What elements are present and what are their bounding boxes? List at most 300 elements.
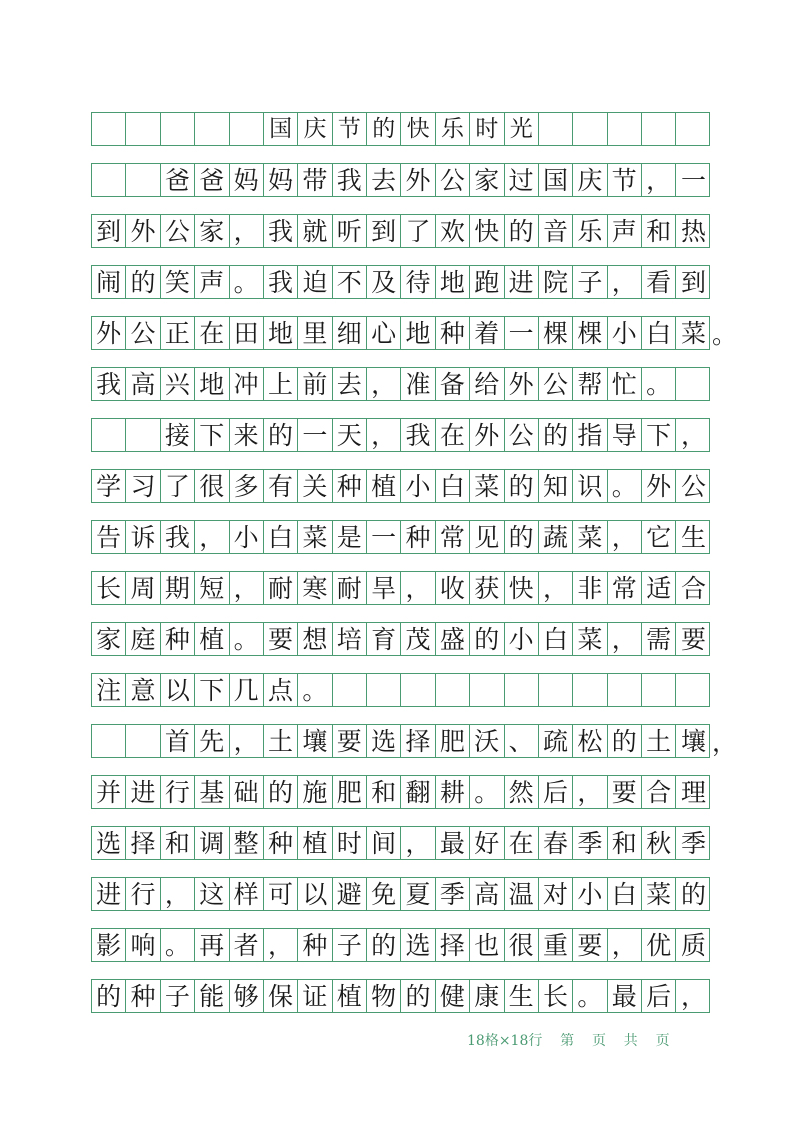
essay-char: 理 [681, 777, 707, 807]
grid-row [91, 775, 710, 809]
essay-char: 下 [642, 419, 676, 451]
essay-char: 时 [333, 827, 367, 859]
essay-char: 最 [436, 827, 470, 859]
grid-row [91, 469, 710, 503]
essay-char: 着 [470, 317, 504, 349]
essay-char: ， [681, 981, 707, 1011]
essay-char: 菜 [470, 470, 504, 502]
essay-char: 公 [161, 215, 195, 247]
essay-char: ， [608, 623, 642, 655]
essay-char: 了 [161, 470, 195, 502]
grid-row [91, 520, 710, 554]
essay-char: ， [608, 521, 642, 553]
essay-char: 识 [573, 470, 607, 502]
essay-char: 前 [298, 368, 332, 400]
essay-char: 。 [642, 368, 676, 400]
essay-char: 秋 [642, 827, 676, 859]
essay-char: 及 [367, 266, 401, 298]
essay-char: 对 [539, 878, 573, 910]
essay-char: 声 [608, 215, 642, 247]
grid-row [91, 265, 710, 299]
essay-char: 后 [642, 980, 676, 1012]
essay-char: 避 [333, 878, 367, 910]
essay-char: 行 [126, 878, 160, 910]
essay-char: 看 [642, 266, 676, 298]
grid-cell [539, 113, 573, 145]
essay-char: 白 [608, 878, 642, 910]
essay-char: 长 [539, 980, 573, 1012]
essay-char: 家 [470, 164, 504, 196]
essay-char: 有 [264, 470, 298, 502]
essay-char: 种 [401, 521, 435, 553]
grid-cell [367, 674, 401, 706]
grid-row [91, 673, 710, 707]
essay-char: 公 [505, 419, 539, 451]
essay-char: 以 [161, 674, 195, 706]
grid-cell [676, 368, 710, 400]
essay-char: 一 [681, 165, 707, 195]
essay-char: 土 [264, 725, 298, 757]
essay-char: 和 [608, 827, 642, 859]
essay-char: 的 [505, 215, 539, 247]
essay-char: ， [367, 419, 401, 451]
essay-char: 耐 [333, 572, 367, 604]
essay-char: ， [401, 572, 435, 604]
essay-char: 院 [539, 266, 573, 298]
essay-char: 选 [401, 929, 435, 961]
essay-char: 小 [230, 521, 264, 553]
essay-char: 给 [470, 368, 504, 400]
grid-cell [126, 113, 160, 145]
grid-row [91, 163, 710, 197]
title-char: 时 [470, 113, 504, 145]
essay-char: 施 [298, 776, 332, 808]
essay-char: 外 [470, 419, 504, 451]
grid-row [91, 571, 710, 605]
essay-char: 耐 [264, 572, 298, 604]
essay-char: 白 [436, 470, 470, 502]
essay-char: 植 [367, 470, 401, 502]
essay-char: 育 [367, 623, 401, 655]
essay-char: 快 [505, 572, 539, 604]
essay-char: 蔬 [539, 521, 573, 553]
essay-char: 响 [126, 929, 160, 961]
essay-char: 欢 [436, 215, 470, 247]
essay-char: 进 [505, 266, 539, 298]
essay-char: 在 [505, 827, 539, 859]
grid-cell [401, 674, 435, 706]
essay-char: 国 [539, 164, 573, 196]
essay-char: 庆 [573, 164, 607, 196]
essay-char: 菜 [642, 878, 676, 910]
essay-char: 子 [333, 929, 367, 961]
essay-char: 外 [505, 368, 539, 400]
grid-row [91, 622, 710, 656]
essay-char: 再 [195, 929, 229, 961]
grid-cell [573, 674, 607, 706]
grid-row [91, 214, 710, 248]
grid-cell [676, 674, 710, 706]
essay-char: 择 [436, 929, 470, 961]
essay-char: 乐 [573, 215, 607, 247]
title-char: 国 [264, 113, 298, 145]
essay-char: 和 [367, 776, 401, 808]
essay-char: 跑 [470, 266, 504, 298]
essay-char: 下 [195, 419, 229, 451]
essay-char: 帮 [573, 368, 607, 400]
essay-char: 并 [92, 776, 126, 808]
essay-char: 妈 [230, 164, 264, 196]
essay-char: 接 [161, 419, 195, 451]
essay-char: 调 [195, 827, 229, 859]
essay-char: 以 [298, 878, 332, 910]
essay-char: ， [539, 572, 573, 604]
essay-char: 小 [401, 470, 435, 502]
essay-char: 知 [539, 470, 573, 502]
essay-char: 公 [539, 368, 573, 400]
essay-char: 可 [264, 878, 298, 910]
essay-char: 长 [92, 572, 126, 604]
essay-char: 白 [642, 317, 676, 349]
grid-cell [195, 113, 229, 145]
essay-char: 声 [195, 266, 229, 298]
essay-char: 松 [573, 725, 607, 757]
essay-char: 关 [298, 470, 332, 502]
page-footer [467, 1030, 670, 1050]
essay-char: 我 [401, 419, 435, 451]
essay-char: 待 [401, 266, 435, 298]
grid-row [91, 979, 710, 1013]
essay-char: 注 [92, 674, 126, 706]
essay-char: 一 [298, 419, 332, 451]
essay-char: 壤 [681, 726, 707, 756]
essay-char: 常 [608, 572, 642, 604]
essay-char: 和 [161, 827, 195, 859]
essay-char: 合 [681, 573, 707, 603]
essay-char: 兴 [161, 368, 195, 400]
essay-char: 优 [642, 929, 676, 961]
essay-char: 高 [126, 368, 160, 400]
essay-char: 沃 [470, 725, 504, 757]
essay-char: 寒 [298, 572, 332, 604]
essay-char: 正 [161, 317, 195, 349]
grid-cell [92, 725, 126, 757]
essay-char: 田 [230, 317, 264, 349]
essay-char: 的 [367, 929, 401, 961]
essay-char: 种 [333, 470, 367, 502]
essay-char: 在 [195, 317, 229, 349]
grid-row [91, 826, 710, 860]
essay-char: 种 [298, 929, 332, 961]
essay-char: ， [367, 368, 401, 400]
essay-char: 选 [367, 725, 401, 757]
essay-char: 保 [264, 980, 298, 1012]
essay-char: 的 [126, 266, 160, 298]
essay-char: 白 [264, 521, 298, 553]
grid-cell [676, 113, 710, 145]
essay-char: 季 [573, 827, 607, 859]
grid-cell [92, 164, 126, 196]
essay-char: 就 [298, 215, 332, 247]
essay-char: 诉 [126, 521, 160, 553]
essay-char: 我 [264, 266, 298, 298]
grid-cell [92, 113, 126, 145]
essay-char: 生 [681, 522, 707, 552]
essay-char: 生 [505, 980, 539, 1012]
essay-char: 学 [92, 470, 126, 502]
essay-char: 去 [367, 164, 401, 196]
title-char: 光 [505, 113, 539, 145]
essay-char: 。 [470, 776, 504, 808]
essay-char: 。 [298, 674, 332, 706]
grid-cell [126, 725, 160, 757]
essay-char: 季 [681, 828, 707, 858]
essay-char: 获 [470, 572, 504, 604]
grid-row [91, 928, 710, 962]
essay-char: 选 [92, 827, 126, 859]
essay-char: 爸 [195, 164, 229, 196]
grid-cell [642, 674, 676, 706]
essay-char: 首 [161, 725, 195, 757]
essay-char: 盛 [436, 623, 470, 655]
essay-char: 笑 [161, 266, 195, 298]
essay-char: 快 [470, 215, 504, 247]
essay-char: 到 [92, 215, 126, 247]
essay-char: 择 [126, 827, 160, 859]
essay-char: 导 [608, 419, 642, 451]
essay-char: 一 [505, 317, 539, 349]
essay-char: 忙 [608, 368, 642, 400]
essay-char: 下 [195, 674, 229, 706]
essay-char: 心 [367, 317, 401, 349]
essay-char: 温 [505, 878, 539, 910]
essay-char: 地 [264, 317, 298, 349]
essay-char: ， [608, 929, 642, 961]
essay-char: 细 [333, 317, 367, 349]
essay-char: 期 [161, 572, 195, 604]
essay-char: 带 [298, 164, 332, 196]
essay-char: ， [401, 827, 435, 859]
grid-size-label: 18格×18行 [467, 1033, 543, 1049]
essay-char: 整 [230, 827, 264, 859]
essay-char: 疏 [539, 725, 573, 757]
grid-row [91, 418, 710, 452]
essay-char: 音 [539, 215, 573, 247]
essay-char: 植 [333, 980, 367, 1012]
essay-char: 证 [298, 980, 332, 1012]
essay-char: 够 [230, 980, 264, 1012]
essay-char: 的 [539, 419, 573, 451]
essay-char: 。 [230, 266, 264, 298]
essay-char: 习 [126, 470, 160, 502]
essay-char: 肥 [436, 725, 470, 757]
essay-char: 适 [642, 572, 676, 604]
essay-char: 指 [573, 419, 607, 451]
essay-char: 种 [126, 980, 160, 1012]
essay-char: 础 [230, 776, 264, 808]
essay-char: 到 [681, 267, 707, 297]
essay-char: 先 [195, 725, 229, 757]
grid-cell [608, 113, 642, 145]
essay-char: 我 [161, 521, 195, 553]
essay-char: 春 [539, 827, 573, 859]
essay-char: 要 [333, 725, 367, 757]
essay-char: 的 [470, 623, 504, 655]
essay-char: ， [230, 725, 264, 757]
essay-char: 闹 [92, 266, 126, 298]
title-char: 快 [401, 113, 435, 145]
essay-char: 地 [436, 266, 470, 298]
essay-char: 高 [470, 878, 504, 910]
essay-char: 的 [92, 980, 126, 1012]
grid-cell [333, 674, 367, 706]
essay-char: ， [573, 776, 607, 808]
essay-char: 夏 [401, 878, 435, 910]
essay-char: 非 [573, 572, 607, 604]
essay-char: ， [681, 420, 707, 450]
essay-char: 。 [573, 980, 607, 1012]
grid-row [91, 316, 710, 350]
essay-char: 地 [195, 368, 229, 400]
essay-char: 我 [92, 368, 126, 400]
essay-char: 准 [401, 368, 435, 400]
essay-char: 小 [608, 317, 642, 349]
essay-char: 康 [470, 980, 504, 1012]
grid-cell [470, 674, 504, 706]
essay-char: 外 [126, 215, 160, 247]
essay-char: 常 [436, 521, 470, 553]
grid-cell [642, 113, 676, 145]
page-label: 第 [560, 1033, 575, 1049]
grid-cell [436, 674, 470, 706]
essay-char: 我 [333, 164, 367, 196]
essay-char: 的 [401, 980, 435, 1012]
essay-char: 天 [333, 419, 367, 451]
essay-char: 种 [161, 623, 195, 655]
essay-char: 过 [505, 164, 539, 196]
essay-char: 进 [92, 878, 126, 910]
essay-char: 去 [333, 368, 367, 400]
grid-row [91, 724, 710, 758]
essay-char: 庭 [126, 623, 160, 655]
essay-char: 的 [505, 470, 539, 502]
essay-char: ， [195, 521, 229, 553]
essay-char: 子 [573, 266, 607, 298]
total-unit: 页 [655, 1033, 670, 1049]
essay-char: 家 [195, 215, 229, 247]
essay-char: 旱 [367, 572, 401, 604]
essay-char: 不 [333, 266, 367, 298]
essay-char: 、 [505, 725, 539, 757]
essay-char: 了 [401, 215, 435, 247]
essay-char: 公 [126, 317, 160, 349]
essay-char: 者 [230, 929, 264, 961]
essay-char: 免 [367, 878, 401, 910]
title-char: 庆 [298, 113, 332, 145]
essay-char: 上 [264, 368, 298, 400]
essay-char: 重 [539, 929, 573, 961]
total-label: 共 [623, 1033, 638, 1049]
essay-char: 外 [642, 470, 676, 502]
essay-char: 在 [436, 419, 470, 451]
essay-char: 的 [608, 725, 642, 757]
essay-char: 告 [92, 521, 126, 553]
essay-char: 地 [401, 317, 435, 349]
grid-cell [126, 164, 160, 196]
essay-char: 多 [230, 470, 264, 502]
essay-char: 耕 [436, 776, 470, 808]
essay-char: 想 [298, 623, 332, 655]
essay-char: 棵 [539, 317, 573, 349]
essay-char: 白 [539, 623, 573, 655]
grid-row [91, 877, 710, 911]
title-char: 乐 [436, 113, 470, 145]
essay-char: 间 [367, 827, 401, 859]
essay-char: 植 [195, 623, 229, 655]
grid-cell [92, 419, 126, 451]
essay-char: 收 [436, 572, 470, 604]
essay-char: ， [230, 215, 264, 247]
essay-char: 壤 [298, 725, 332, 757]
title-char: 节 [333, 113, 367, 145]
essay-char: 植 [298, 827, 332, 859]
essay-char: 到 [367, 215, 401, 247]
essay-char: 和 [642, 215, 676, 247]
essay-char: 点 [264, 674, 298, 706]
page-unit: 页 [591, 1033, 606, 1049]
essay-char: 后 [539, 776, 573, 808]
essay-char: 物 [367, 980, 401, 1012]
essay-char: 好 [470, 827, 504, 859]
essay-char: 爸 [161, 164, 195, 196]
essay-char: 季 [436, 878, 470, 910]
essay-char: ， [161, 878, 195, 910]
essay-char: 翻 [401, 776, 435, 808]
essay-char: 棵 [573, 317, 607, 349]
essay-char: 影 [92, 929, 126, 961]
title-char: 的 [367, 113, 401, 145]
essay-char: ， [642, 164, 676, 196]
essay-char: 菜 [573, 623, 607, 655]
grid-cell [505, 674, 539, 706]
essay-char: 一 [367, 521, 401, 553]
essay-char: 茂 [401, 623, 435, 655]
essay-char: 这 [195, 878, 229, 910]
essay-char: 公 [436, 164, 470, 196]
essay-char: 妈 [264, 164, 298, 196]
essay-char: 培 [333, 623, 367, 655]
essay-char: 来 [230, 419, 264, 451]
essay-char: 质 [681, 930, 707, 960]
essay-char: 我 [264, 215, 298, 247]
essay-char: ， [264, 929, 298, 961]
essay-char: 基 [195, 776, 229, 808]
essay-char: 的 [264, 776, 298, 808]
essay-char: 土 [642, 725, 676, 757]
essay-char: 外 [401, 164, 435, 196]
essay-char: 需 [642, 623, 676, 655]
essay-title-row [91, 112, 710, 146]
essay-char: 行 [161, 776, 195, 808]
essay-char: 。 [230, 623, 264, 655]
essay-char: 它 [642, 521, 676, 553]
essay-char: 几 [230, 674, 264, 706]
essay-char: 热 [681, 216, 707, 246]
essay-char: 冲 [230, 368, 264, 400]
grid-cell [126, 419, 160, 451]
essay-char: 节 [608, 164, 642, 196]
essay-char: 进 [126, 776, 160, 808]
